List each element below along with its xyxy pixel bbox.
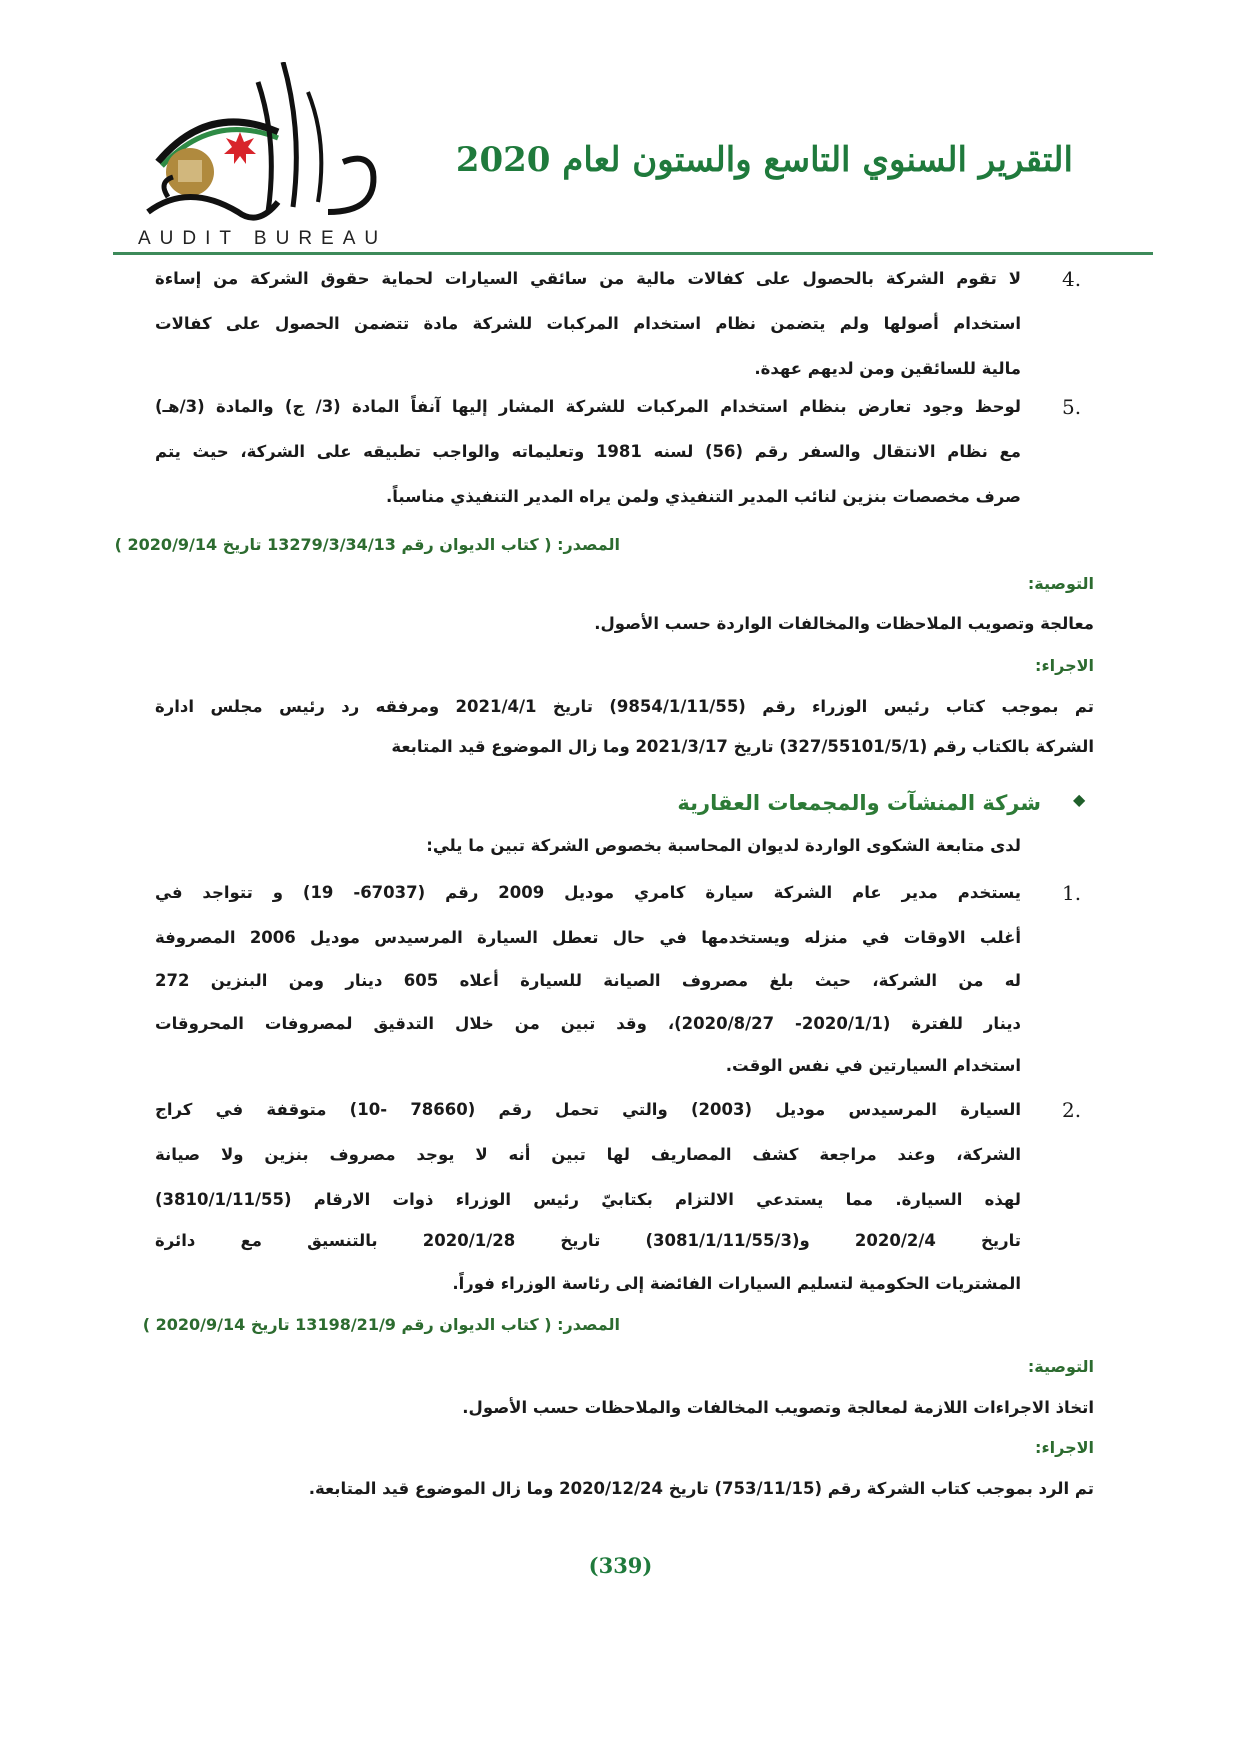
logo-text: AUDIT BUREAU [138, 228, 388, 249]
item-2-line: الشركة، وعند مراجعة كشف المصاريف لها تبين أنه لا يوجد مصروف بنزين ولا صيانة [155, 1145, 1021, 1164]
item-1-line: دينار للفترة (2020/1/1- 2020/8/27)، وقد تبين من خلال التدقيق لمصروفات المحروقات [155, 1014, 1021, 1033]
header-divider [113, 252, 1153, 255]
item-1-line: له من الشركة، حيث بلغ مصروف الصيانة للسيارة أعلاه 605 دينار ومن البنزين 272 [155, 971, 1021, 990]
item-5-line: صرف مخصصات بنزين لنائب المدير التنفيذي ولمن يراه المدير التنفيذي مناسباً. [385, 487, 1021, 506]
action-line: تم بموجب كتاب رئيس الوزراء رقم (9854/1/11/55) تاريخ 2021/4/1 ومرفقه رد رئيس مجلس ادارة [155, 697, 1094, 716]
page-number: (339) [588, 1553, 653, 1578]
action-label: الاجراء: [1035, 656, 1094, 675]
item-1-line: يستخدم مدير عام الشركة سيارة كامري موديل 2009 رقم (67037- 19) و تتواجد في [155, 883, 1021, 902]
report-title: التقرير السنوي التاسع والستون لعام 2020 [455, 140, 1073, 180]
item-1-line: أغلب الاوقات في منزله ويستخدمها في حال تعطل السيارة المرسيدس موديل 2006 المصروفة [155, 928, 1021, 947]
audit-bureau-logo [128, 62, 418, 254]
action-line: الشركة بالكتاب رقم (327/55101/5/1) تاريخ 2021/3/17 وما زال الموضوع قيد المتابعة [391, 737, 1094, 756]
action-label: الاجراء: [1035, 1438, 1094, 1457]
item-2-line: تاريخ 2020/2/4 و(3081/1/11/55/3) تاريخ 2020/1/28 بالتنسيق مع دائرة [155, 1231, 1021, 1250]
item-4-line: مالية للسائقين ومن لديهم عهدة. [754, 359, 1021, 378]
logo-emblem-icon [128, 62, 418, 232]
item-number: 1. [1062, 881, 1082, 905]
recommendation-text: اتخاذ الاجراءات اللازمة لمعالجة وتصويب المخالفات والملاحظات حسب الأصول. [462, 1398, 1094, 1417]
item-4-line: لا تقوم الشركة بالحصول على كفالات مالية من سائقي السيارات لحماية حقوق الشركة من إساءة [155, 269, 1021, 288]
recommendation-label: التوصية: [1027, 1357, 1094, 1376]
intro-text: لدى متابعة الشكوى الواردة لديوان المحاسبة بخصوص الشركة تبين ما يلي: [426, 836, 1021, 855]
item-2-line: السيارة المرسيدس موديل (2003) والتي تحمل رقم (78660 -10) متوقفة في كراج [155, 1100, 1021, 1119]
recommendation-text: معالجة وتصويب الملاحظات والمخالفات الواردة حسب الأصول. [594, 614, 1094, 633]
item-number: 2. [1062, 1098, 1082, 1122]
item-5-line: مع نظام الانتقال والسفر رقم (56) لسنه 1981 وتعليماته والواجب تطبيقه على الشركة، حيث يتم [155, 442, 1021, 461]
diamond-bullet-icon: ◆ [1073, 790, 1086, 809]
item-4-line: استخدام أصولها ولم يتضمن نظام استخدام المركبات للشركة مادة تتضمن الحصول على كفالات [155, 314, 1021, 333]
item-2-line: لهذه السيارة. مما يستدعي الالتزام بكتابيّ رئيس الوزراء ذوات الارقام (3810/1/11/55) [155, 1190, 1021, 1209]
item-2-line: المشتريات الحكومية لتسليم السيارات الفائضة إلى رئاسة الوزراء فوراً. [452, 1274, 1021, 1293]
item-1-line: استخدام السيارتين في نفس الوقت. [725, 1056, 1021, 1075]
action-text: تم الرد بموجب كتاب الشركة رقم (753/11/15) تاريخ 2020/12/24 وما زال الموضوع قيد المتابعة. [308, 1479, 1094, 1498]
section-heading: شركة المنشآت والمجمعات العقارية [677, 791, 1041, 815]
source-reference: المصدر: ( كتاب الديوان رقم 13198/21/9 تاريخ 2020/9/14 ) [142, 1315, 620, 1334]
item-number: 4. [1062, 267, 1082, 291]
item-5-line: لوحظ وجود تعارض بنظام استخدام المركبات للشركة المشار إليها آنفاً المادة (3/ ج) والمادة (3/هـ) [155, 397, 1021, 416]
source-reference: المصدر: ( كتاب الديوان رقم 13279/3/34/13 تاريخ 2020/9/14 ) [114, 535, 620, 554]
recommendation-label: التوصية: [1027, 574, 1094, 593]
item-number: 5. [1062, 395, 1082, 419]
